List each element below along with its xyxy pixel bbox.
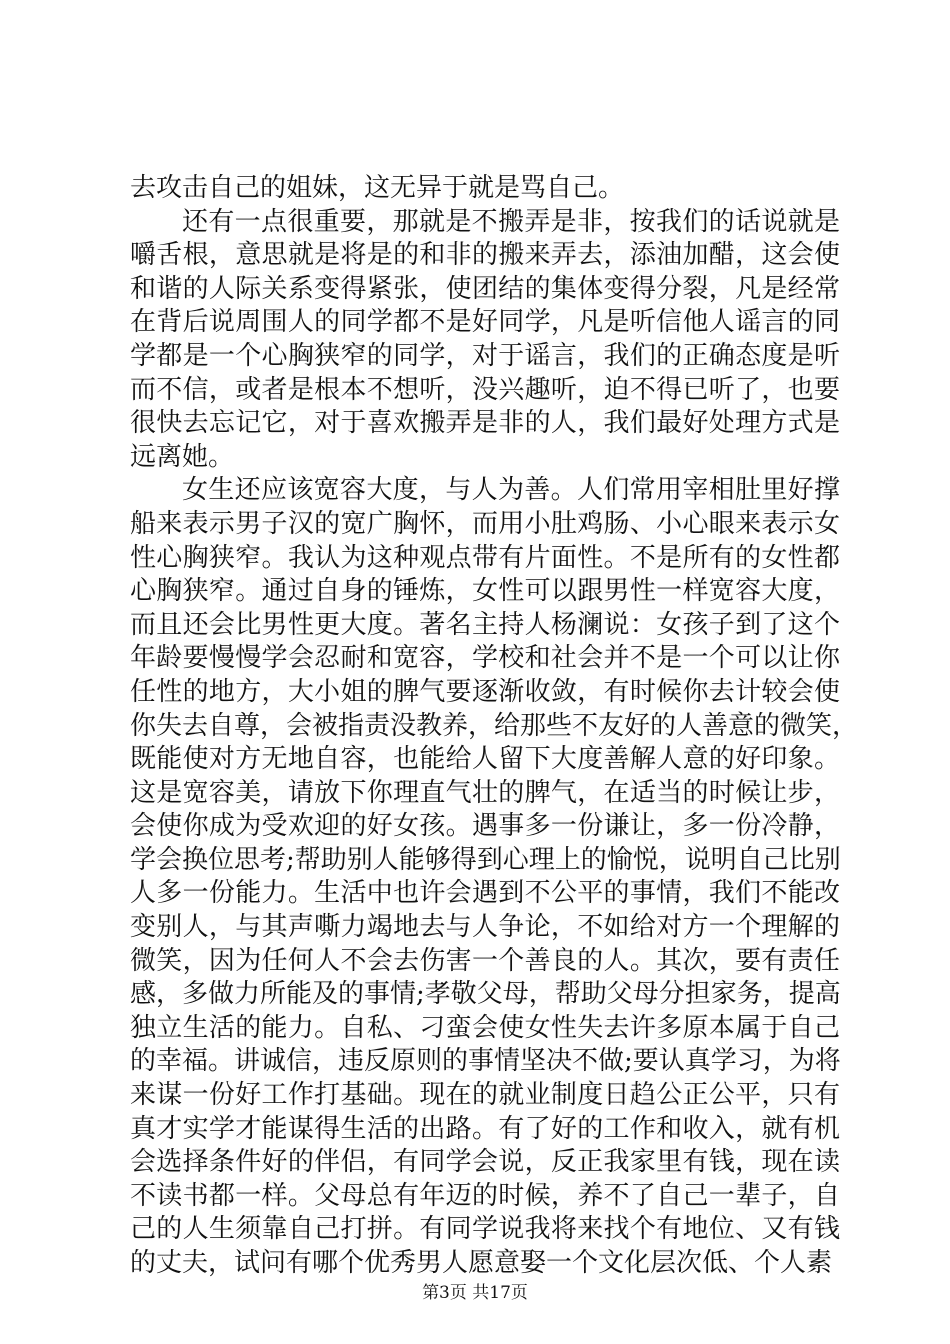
text-line: 真才实学才能谋得生活的出路。有了好的工作和收入，就有机 xyxy=(130,1113,840,1144)
text-line: 在背后说周围人的同学都不是好同学，凡是听信他人谣言的同 xyxy=(130,307,840,338)
text-line: 己的人生须靠自己打拼。有同学说我将来找个有地位、又有钱 xyxy=(130,1214,840,1245)
text-line: 心胸狭窄。通过自身的锤炼，女性可以跟男性一样宽容大度， xyxy=(130,576,840,607)
text-line: 来谋一份好工作打基础。现在的就业制度日趋公正公平，只有 xyxy=(130,1080,840,1111)
text-line: 很快去忘记它，对于喜欢搬弄是非的人，我们最好处理方式是 xyxy=(130,408,840,439)
text-line: 任性的地方，大小姐的脾气要逐渐收敛，有时候你去计较会使 xyxy=(130,676,840,707)
text-line: 独立生活的能力。自私、刁蛮会使女性失去许多原本属于自己 xyxy=(130,1012,840,1043)
text-line: 远离她。 xyxy=(130,441,235,472)
page-footer: 第3页 共17页 xyxy=(422,1283,528,1303)
text-line: 不读书都一样。父母总有年迈的时候，养不了自己一辈子，自 xyxy=(130,1180,840,1211)
text-line: 女生还应该宽容大度，与人为善。人们常用宰相肚里好撑 xyxy=(182,475,840,506)
text-line: 而不信，或者是根本不想听，没兴趣听，迫不得已听了，也要 xyxy=(130,374,840,405)
text-line: 和谐的人际关系变得紧张，使团结的集体变得分裂，凡是经常 xyxy=(130,273,840,304)
text-line: 性心胸狭窄。我认为这种观点带有片面性。不是所有的女性都 xyxy=(130,542,840,573)
paragraph xyxy=(130,206,840,475)
text-line: 学都是一个心胸狭窄的同学，对于谣言，我们的正确态度是听 xyxy=(130,340,840,371)
text-line: 的丈夫，试问有哪个优秀男人愿意娶一个文化层次低、个人素 xyxy=(130,1248,833,1278)
text-line: 你失去自尊，会被指责没教养，给那些不友好的人善意的微笑， xyxy=(130,710,859,741)
paragraph xyxy=(130,172,840,206)
text-line: 嚼舌根，意思就是将是的和非的搬来弄去，添油加醋，这会使 xyxy=(130,240,840,271)
text-line: 会选择条件好的伴侣，有同学会说，反正我家里有钱，现在读 xyxy=(130,1147,840,1178)
text-line: 而且还会比男性更大度。著名主持人杨澜说：女孩子到了这个 xyxy=(130,609,840,640)
paragraph xyxy=(130,474,859,1280)
text-line: 感，多做力所能及的事情;孝敬父母，帮助父母分担家务，提高 xyxy=(130,979,841,1010)
text-line: 的幸福。讲诚信，违反原则的事情坚决不做;要认真学习，为将 xyxy=(130,1046,841,1077)
document-body xyxy=(130,172,859,1281)
text-line: 还有一点很重要，那就是不搬弄是非，按我们的话说就是 xyxy=(182,206,840,237)
text-line: 年龄要慢慢学会忍耐和宽容，学校和社会并不是一个可以让你 xyxy=(130,643,840,674)
text-line: 学会换位思考;帮助别人能够得到心理上的愉悦，说明自己比别 xyxy=(130,844,841,875)
text-line: 船来表示男子汉的宽广胸怀，而用小肚鸡肠、小心眼来表示女 xyxy=(130,508,840,539)
text-line: 人多一份能力。生活中也许会遇到不公平的事情，我们不能改 xyxy=(130,878,840,909)
text-line: 这是宽容美，请放下你理直气壮的脾气，在适当的时候让步， xyxy=(130,777,840,808)
text-line: 去攻击自己的姐妹，这无异于就是骂自己。 xyxy=(130,173,625,203)
text-line: 微笑，因为任何人不会去伤害一个善良的人。其次，要有责任 xyxy=(130,945,840,976)
text-line: 会使你成为受欢迎的好女孩。遇事多一份谦让，多一份冷静， xyxy=(130,811,840,842)
text-line: 既能使对方无地自容，也能给人留下大度善解人意的好印象。 xyxy=(130,744,840,775)
text-line: 变别人，与其声嘶力竭地去与人争论，不如给对方一个理解的 xyxy=(130,912,840,943)
